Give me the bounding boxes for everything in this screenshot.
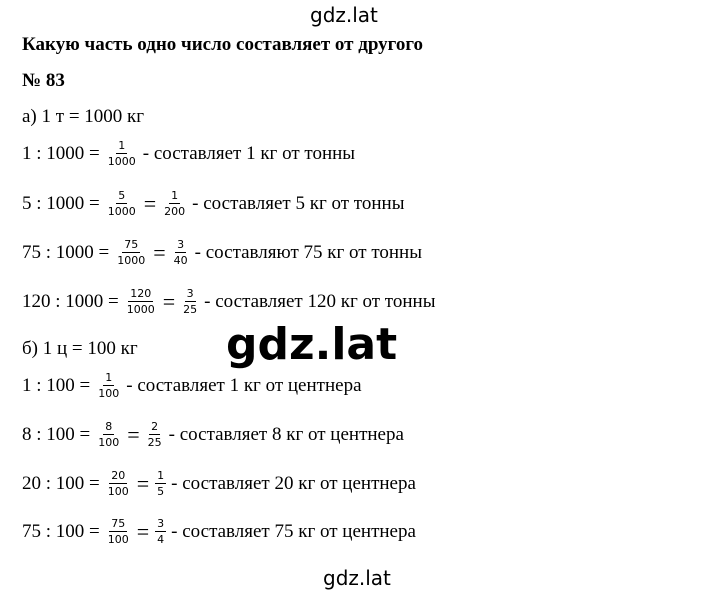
numerator: 1: [171, 189, 179, 202]
fraction: [96, 421, 121, 448]
denominator: 100: [107, 533, 129, 546]
equation-note: - составляет 1 кг от центнера: [126, 374, 362, 396]
denominator: 1000: [107, 205, 136, 218]
watermark-bottom: gdz.lat: [323, 566, 391, 590]
equals-sign: =: [162, 288, 176, 314]
watermark-middle: gdz.lat: [226, 319, 398, 370]
fraction: [162, 190, 187, 217]
equation-expr: 20 : 100 =: [22, 472, 100, 494]
numerator: 1: [157, 469, 165, 482]
fraction: [146, 421, 164, 448]
denominator: 1000: [107, 155, 136, 168]
fraction: [96, 372, 121, 399]
fraction: [106, 190, 138, 217]
numerator: 5: [118, 189, 126, 202]
denominator: 100: [98, 436, 120, 449]
equation-expr: 75 : 1000 =: [22, 241, 110, 263]
page-title: Какую часть одно число составляет от другого: [22, 34, 423, 55]
numerator: 3: [177, 238, 185, 251]
denominator: 100: [98, 387, 120, 400]
numerator: 75: [124, 238, 139, 251]
equation-note: - составляет 20 кг от центнера: [171, 472, 416, 494]
equation-row: [22, 421, 404, 448]
denominator: 5: [157, 485, 165, 498]
denominator: 4: [157, 533, 165, 546]
fraction: [106, 518, 131, 545]
part-b-header: б) 1 ц = 100 кг: [22, 338, 138, 359]
numerator: 20: [111, 469, 126, 482]
denominator: 1000: [126, 303, 155, 316]
equation-row: [22, 140, 355, 167]
fraction: [106, 140, 138, 167]
numerator: 1: [118, 139, 126, 152]
equals-sign: =: [127, 421, 140, 447]
equals-sign: =: [153, 239, 166, 265]
fraction: [155, 518, 166, 545]
numerator: 3: [157, 517, 165, 530]
fraction: [181, 288, 199, 315]
numerator: 2: [151, 420, 159, 433]
equation-expr: 8 : 100 =: [22, 423, 91, 445]
equation-row: [22, 470, 416, 497]
numerator: 8: [105, 420, 113, 433]
equation-row: [22, 372, 362, 399]
denominator: 40: [173, 254, 188, 267]
denominator: 25: [147, 436, 162, 449]
equation-note: - составляет 5 кг от тонны: [192, 192, 405, 214]
numerator: 3: [186, 287, 194, 300]
equation-expr: 120 : 1000 =: [22, 290, 119, 312]
equation-row: [22, 518, 416, 545]
equation-row: [22, 190, 404, 217]
fraction: [125, 288, 157, 315]
fraction: [155, 470, 166, 497]
equation-note: - составляет 75 кг от центнера: [171, 520, 416, 542]
numerator: 1: [105, 371, 113, 384]
fraction: [106, 470, 131, 497]
exercise-number: № 83: [22, 70, 65, 91]
denominator: 200: [164, 205, 186, 218]
equals-sign: =: [143, 190, 157, 216]
equation-expr: 1 : 100 =: [22, 374, 91, 396]
equals-sign: =: [136, 518, 150, 544]
equation-row: [22, 288, 435, 315]
denominator: 1000: [117, 254, 146, 267]
equation-expr: 75 : 100 =: [22, 520, 100, 542]
equation-note: - составляет 1 кг от тонны: [142, 142, 356, 164]
equation-note: - составляет 8 кг от центнера: [168, 423, 404, 445]
numerator: 75: [111, 517, 126, 530]
equation-expr: 5 : 1000 =: [22, 192, 100, 214]
equation-note: - составляют 75 кг от тонны: [194, 241, 422, 263]
denominator: 100: [107, 485, 129, 498]
fraction: [115, 239, 147, 266]
equals-sign: =: [136, 470, 150, 496]
equation-expr: 1 : 1000 =: [22, 142, 100, 164]
denominator: 25: [183, 303, 198, 316]
part-a-header: а) 1 т = 1000 кг: [22, 106, 145, 127]
equation-row: [22, 239, 422, 266]
equation-note: - составляет 120 кг от тонны: [204, 290, 436, 312]
fraction: [172, 239, 190, 266]
numerator: 120: [130, 287, 152, 300]
watermark-top: gdz.lat: [310, 3, 378, 27]
